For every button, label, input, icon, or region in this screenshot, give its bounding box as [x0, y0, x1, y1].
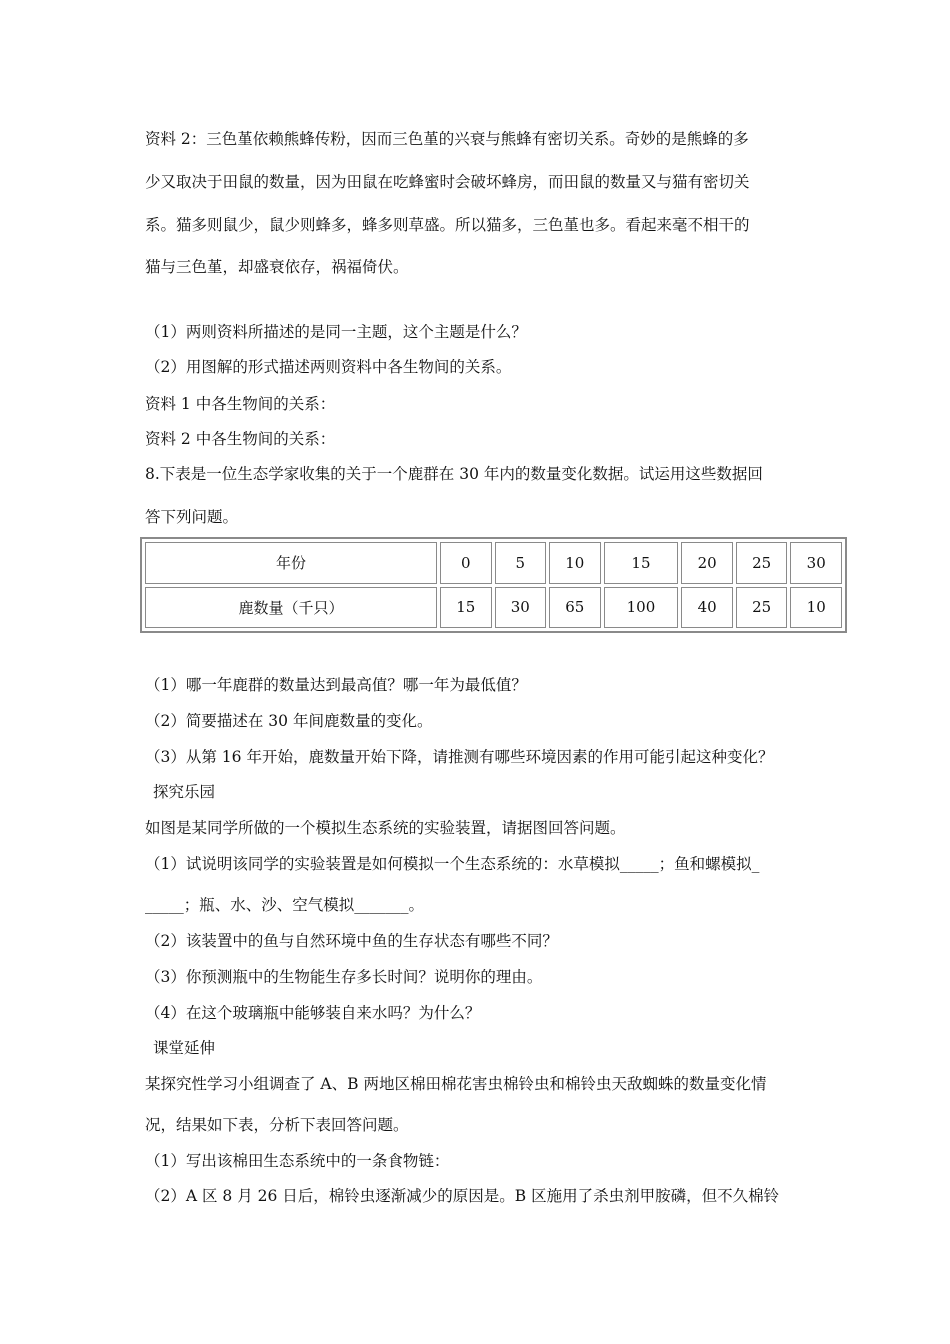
count-cell: 100 [604, 587, 679, 629]
deer-population-table [140, 537, 847, 633]
year-cell: 15 [604, 542, 679, 584]
extension-intro: 况，结果如下表，分析下表回答问题。 [145, 1116, 409, 1134]
count-cell: 65 [549, 587, 601, 629]
extension-intro: 某探究性学习小组调查了 A、B 两地区棉田棉花害虫棉铃虫和棉铃虫天敌蜘蛛的数量变化情 [145, 1075, 767, 1093]
question-7-sub-1: （1）两则资料所描述的是同一主题，这个主题是什么？ [145, 323, 527, 341]
count-cell: 40 [681, 587, 733, 629]
question-7-sub-2: （2）用图解的形式描述两则资料中各生物间的关系。 [145, 358, 512, 376]
count-cell: 30 [495, 587, 547, 629]
section-heading: 探究乐园 [153, 783, 216, 801]
question-8-intro: 答下列问题。 [145, 508, 239, 526]
explore-sub-1: （1）试说明该同学的实验装置是如何模拟一个生态系统的：水草模拟_____；鱼和螺模拟_ [145, 855, 760, 873]
question-8-sub-3: （3）从第 16 年开始，鹿数量开始下降，请推测有哪些环境因素的作用可能引起这种变化？ [145, 748, 774, 766]
year-header-cell: 年份 [145, 542, 437, 584]
count-cell: 25 [736, 587, 788, 629]
table-row [145, 542, 842, 584]
question-8-sub-1: （1）哪一年鹿群的数量达到最高值？哪一年为最低值？ [145, 676, 527, 694]
year-cell: 25 [736, 542, 788, 584]
table-row [145, 587, 842, 629]
count-cell: 15 [440, 587, 492, 629]
year-cell: 30 [790, 542, 842, 584]
count-header-cell: 鹿数量（千只） [145, 587, 437, 629]
material-2-line: 资料 2：三色堇依赖熊蜂传粉，因而三色堇的兴衰与熊蜂有密切关系。奇妙的是熊蜂的多 [145, 130, 749, 148]
question-8-sub-2: （2）简要描述在 30 年间鹿数量的变化。 [145, 712, 433, 730]
explore-intro: 如图是某同学所做的一个模拟生态系统的实验装置，请据图回答问题。 [145, 819, 626, 837]
explore-sub-3: （3）你预测瓶中的生物能生存多长时间？说明你的理由。 [145, 968, 543, 986]
explore-sub-4: （4）在这个玻璃瓶中能够装自来水吗？为什么？ [145, 1004, 481, 1022]
year-cell: 20 [681, 542, 733, 584]
relation-material-2: 资料 2 中各生物间的关系： [145, 430, 336, 448]
year-cell: 10 [549, 542, 601, 584]
section-heading: 课堂延伸 [153, 1039, 216, 1057]
material-2-line: 少又取决于田鼠的数量，因为田鼠在吃蜂蜜时会破坏蜂房，而田鼠的数量又与猫有密切关 [145, 173, 750, 191]
year-cell: 5 [495, 542, 547, 584]
extension-sub-2: （2）A 区 8 月 26 日后，棉铃虫逐渐减少的原因是。B 区施用了杀虫剂甲胺磷，但不久棉铃 [145, 1187, 780, 1205]
explore-sub-2: （2）该装置中的鱼与自然环境中鱼的生存状态有哪些不同？ [145, 932, 558, 950]
material-2-line: 系。猫多则鼠少，鼠少则蜂多，蜂多则草盛。所以猫多，三色堇也多。看起来毫不相干的 [145, 216, 750, 234]
material-2-line: 猫与三色堇，却盛衰依存，祸福倚伏。 [145, 258, 409, 276]
question-8-intro: 8.下表是一位生态学家收集的关于一个鹿群在 30 年内的数量变化数据。试运用这些数据回 [145, 465, 763, 483]
extension-sub-1: （1）写出该棉田生态系统中的一条食物链： [145, 1152, 450, 1170]
year-cell: 0 [440, 542, 492, 584]
explore-sub-1-cont: _____；瓶、水、沙、空气模拟_______。 [145, 896, 425, 914]
count-cell: 10 [790, 587, 842, 629]
relation-material-1: 资料 1 中各生物间的关系： [145, 395, 336, 413]
